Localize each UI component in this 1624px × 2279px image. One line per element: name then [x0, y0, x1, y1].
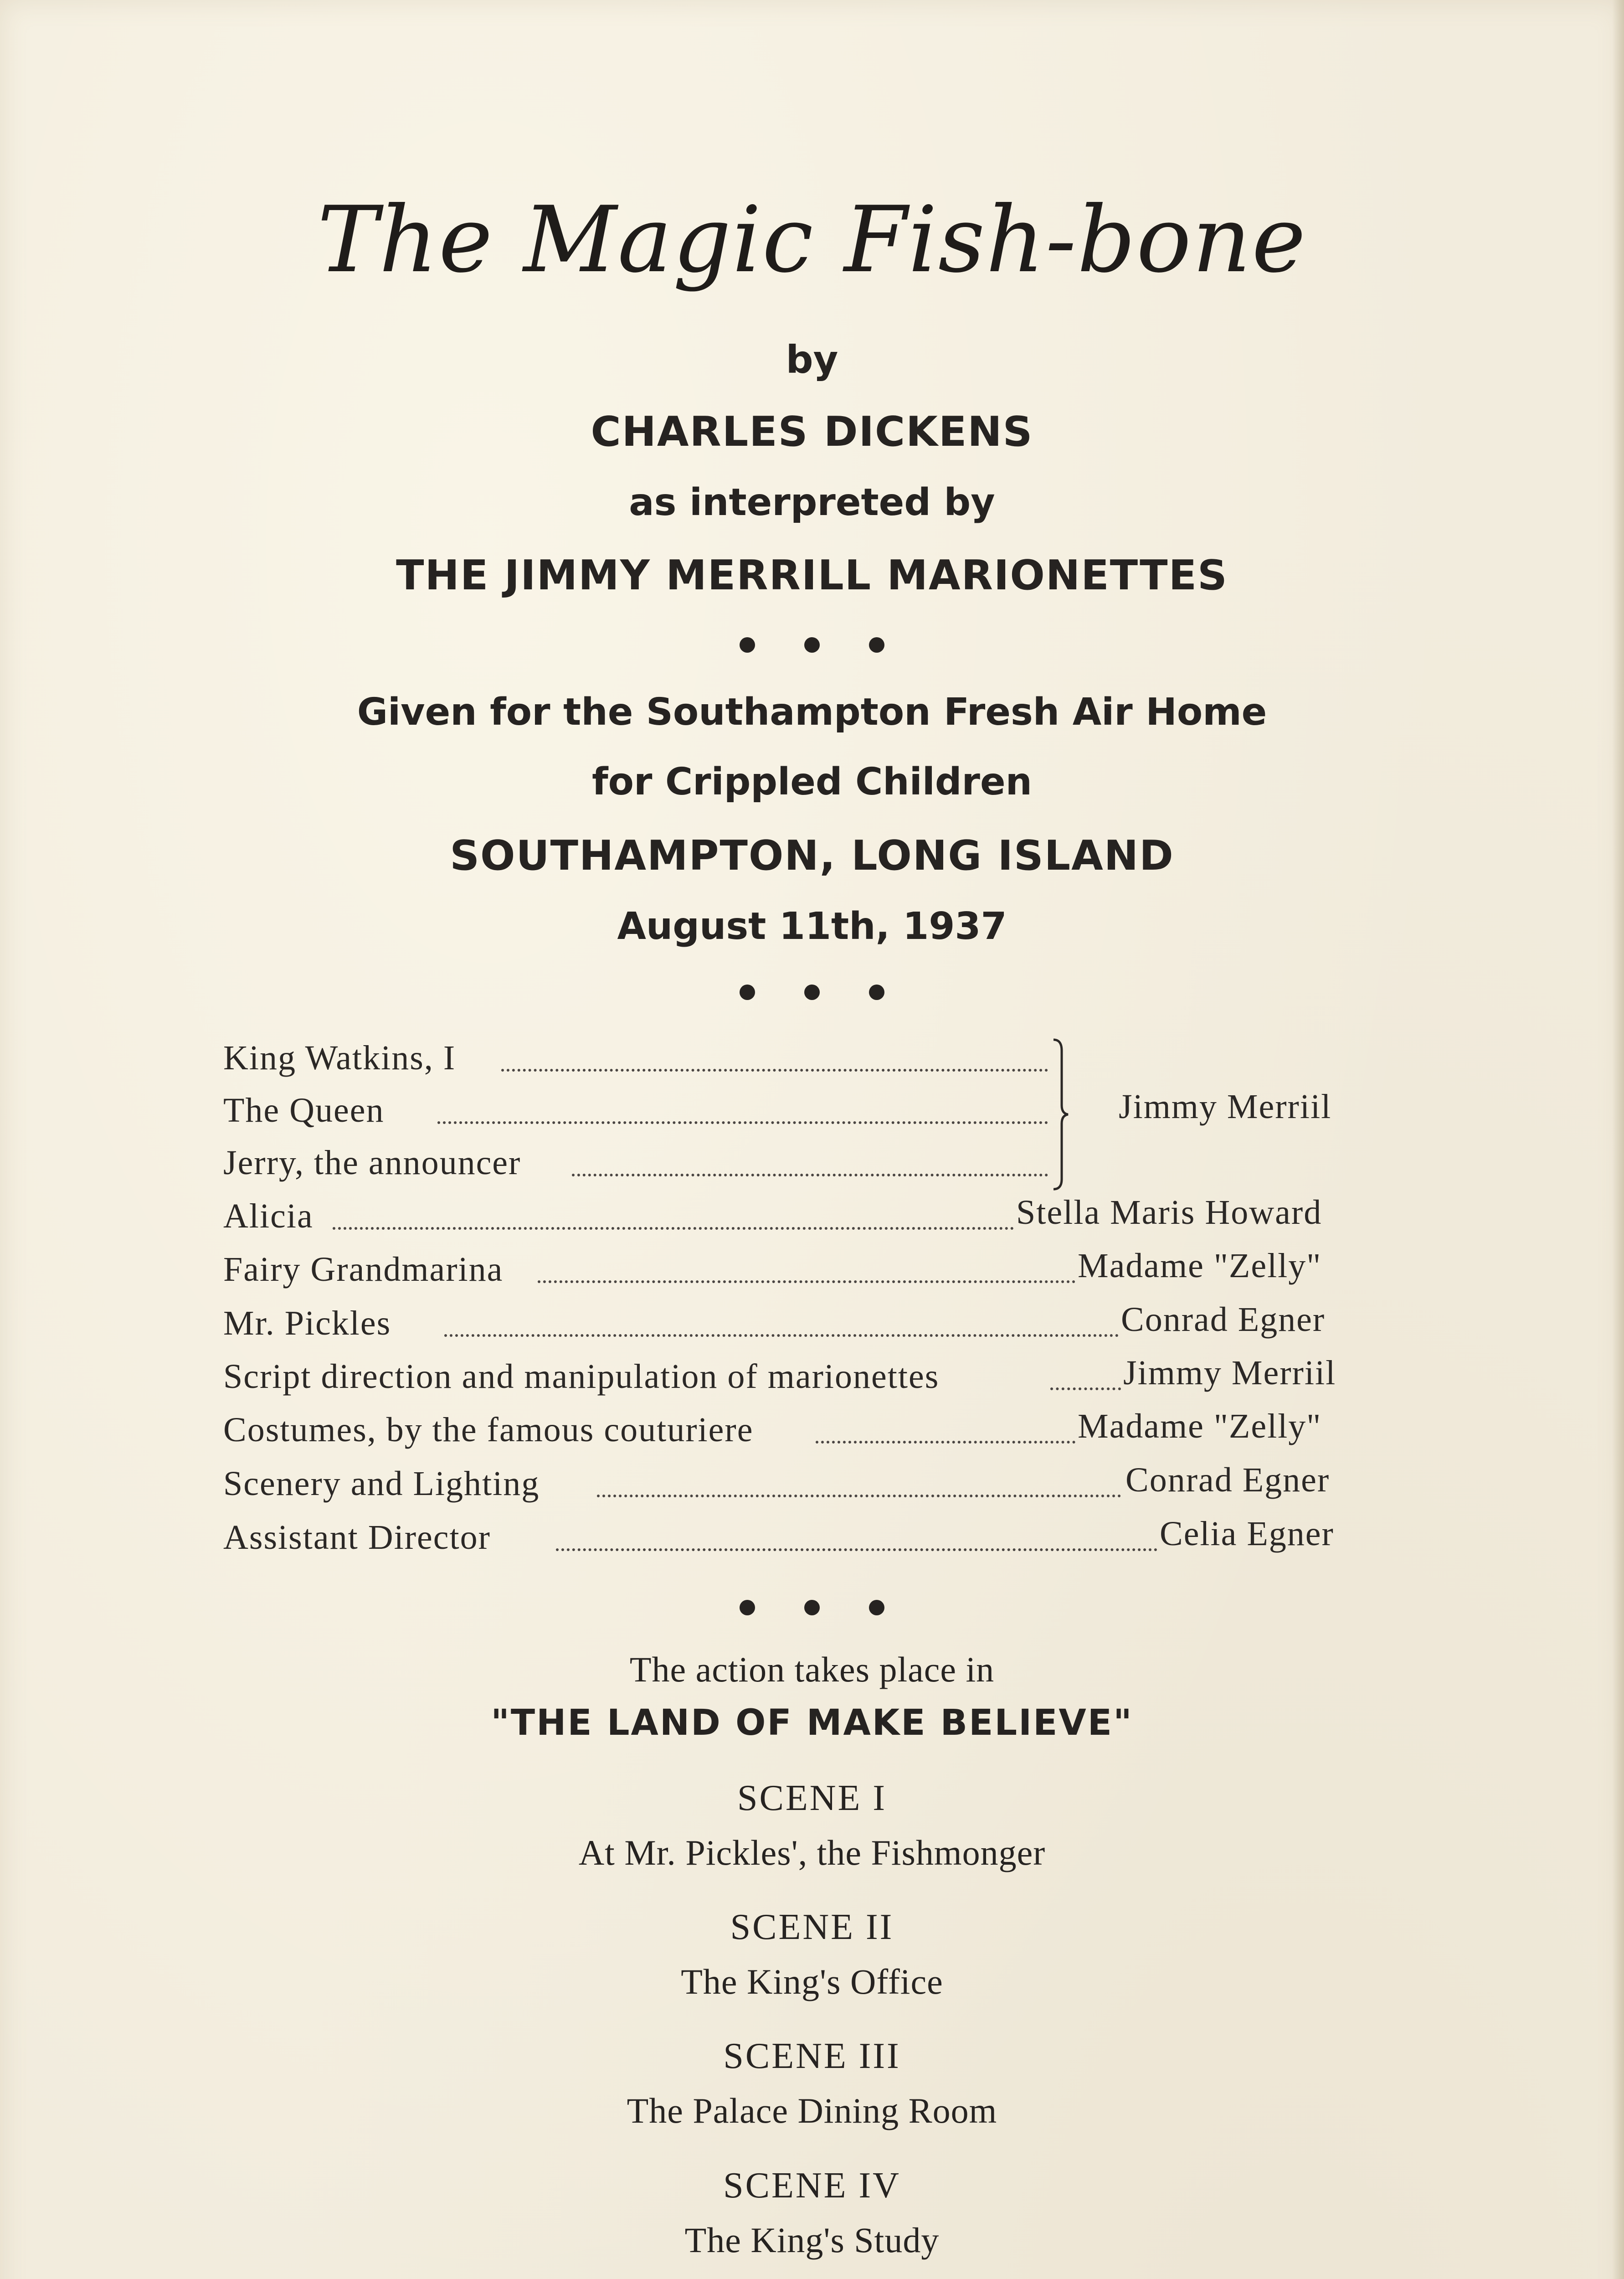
- leader-dots: [333, 1227, 1014, 1230]
- divider-dots-1: [0, 637, 1624, 655]
- cast-actor: Madame "Zelly": [1078, 1407, 1322, 1445]
- author-name: CHARLES DICKENS: [591, 408, 1033, 456]
- by-line: by: [786, 337, 838, 382]
- occasion-line-2: for Crippled Children: [592, 760, 1032, 804]
- leader-dots: [556, 1548, 1157, 1551]
- leader-dots: [444, 1334, 1119, 1337]
- cast-role: Costumes, by the famous couturiere: [223, 1411, 754, 1449]
- cast-actor: Jimmy Merriil: [1123, 1354, 1336, 1392]
- location: SOUTHAMPTON, LONG ISLAND: [450, 832, 1174, 880]
- divider-dots-2: [0, 985, 1624, 1003]
- divider-dot: [869, 1600, 884, 1615]
- leader-dots: [1050, 1387, 1121, 1390]
- leader-dots: [538, 1280, 1075, 1283]
- cast-role: Assistant Director: [223, 1518, 491, 1557]
- cast-actor: Stella Maris Howard: [1016, 1193, 1322, 1232]
- company-name: THE JIMMY MERRILL MARIONETTES: [396, 552, 1228, 599]
- cast-actor: Madame "Zelly": [1078, 1247, 1322, 1285]
- cast-role: Scenery and Lighting: [223, 1464, 540, 1503]
- divider-dot: [740, 637, 755, 653]
- leader-dots: [501, 1069, 1048, 1072]
- cast-role: Mr. Pickles: [223, 1304, 391, 1342]
- divider-dots-3: [0, 1600, 1624, 1618]
- scene-description: The King's Office: [681, 1962, 943, 2001]
- scene-label: SCENE IV: [723, 2166, 901, 2206]
- setting-land: "THE LAND OF MAKE BELIEVE": [491, 1702, 1133, 1743]
- setting-intro: The action takes place in: [629, 1650, 995, 1689]
- cast-role: Script direction and manipulation of marionettes: [223, 1357, 940, 1396]
- scene-description: At Mr. Pickles', the Fishmonger: [578, 1833, 1046, 1872]
- divider-dot: [869, 637, 884, 653]
- cast-actor: Conrad Egner: [1125, 1461, 1330, 1499]
- leader-dots: [437, 1121, 1048, 1124]
- leader-dots: [572, 1174, 1048, 1176]
- divider-dot: [804, 985, 820, 1000]
- program-title: The Magic Fish-bone: [317, 187, 1307, 293]
- interpreted-by-line: as interpreted by: [629, 481, 995, 524]
- cast-actor-bracket: Jimmy Merriil: [1119, 1088, 1332, 1126]
- scene-label: SCENE I: [737, 1778, 887, 1818]
- divider-dot: [740, 1600, 755, 1615]
- leader-dots: [816, 1441, 1075, 1444]
- scene-description: The Palace Dining Room: [627, 2091, 997, 2130]
- cast-role-announcer: Jerry, the announcer: [223, 1144, 521, 1182]
- scene-description: The King's Study: [684, 2220, 940, 2260]
- scene-label: SCENE II: [730, 1907, 894, 1947]
- cast-role: Fairy Grandmarina: [223, 1250, 504, 1289]
- performance-date: August 11th, 1937: [617, 905, 1007, 948]
- cast-role-king: King Watkins, I: [223, 1039, 456, 1077]
- cast-actor: Conrad Egner: [1121, 1300, 1326, 1339]
- divider-dot: [804, 637, 820, 653]
- cast-role-queen: The Queen: [223, 1091, 385, 1129]
- occasion-line-1: Given for the Southampton Fresh Air Home: [357, 691, 1267, 734]
- cast-role: Alicia: [223, 1197, 313, 1235]
- cast-actor: Celia Egner: [1160, 1515, 1334, 1553]
- leader-dots: [597, 1495, 1121, 1497]
- divider-dot: [804, 1600, 820, 1615]
- divider-dot: [869, 985, 884, 1000]
- scene-label: SCENE III: [723, 2036, 901, 2076]
- cast-bracket: [1052, 1037, 1070, 1192]
- divider-dot: [740, 985, 755, 1000]
